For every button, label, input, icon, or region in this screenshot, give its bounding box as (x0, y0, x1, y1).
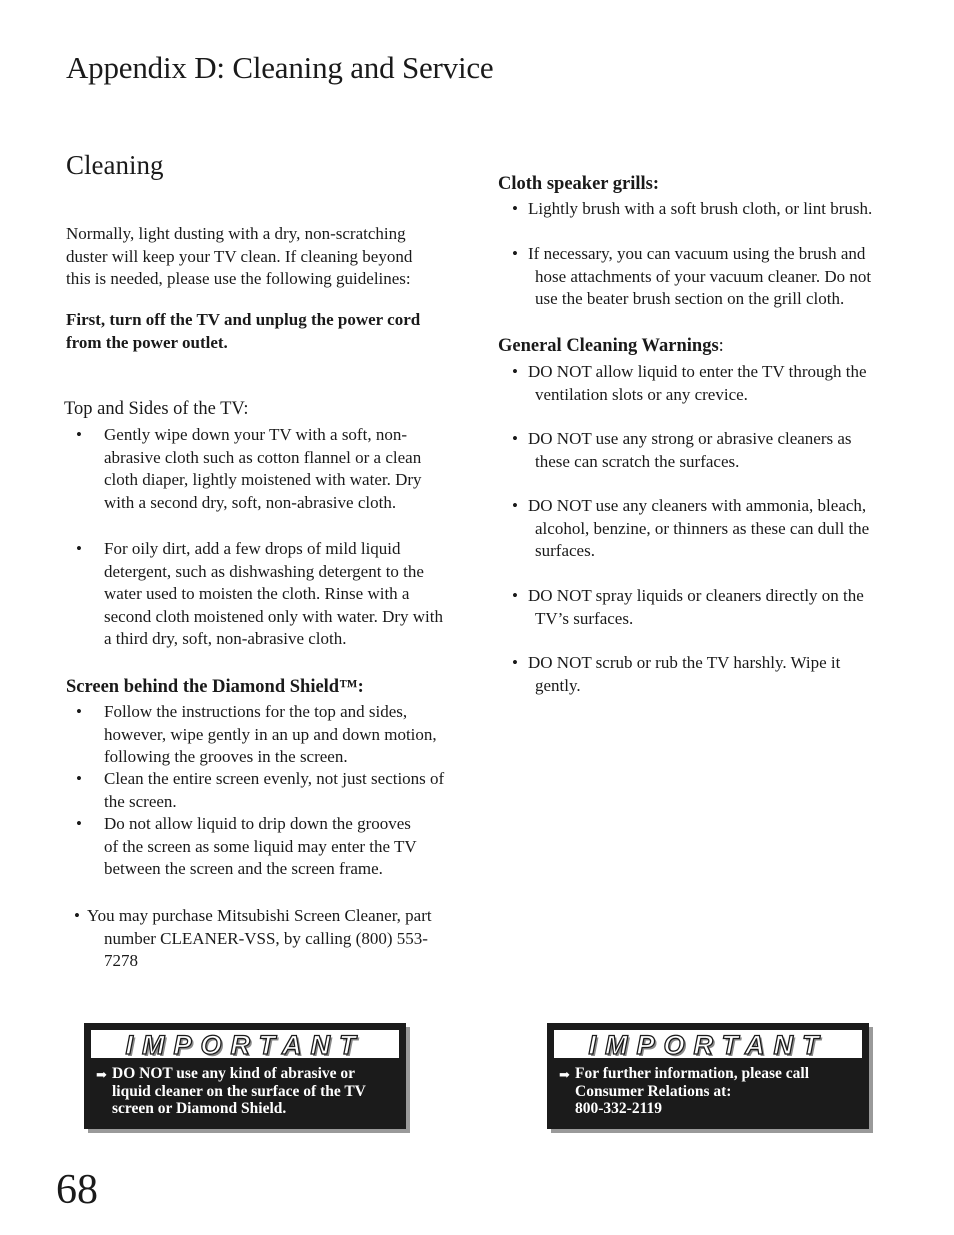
page-title: Appendix D: Cleaning and Service (66, 50, 494, 85)
important-box-consumer-relations (547, 1023, 869, 1129)
important-box-cleaner-warning (84, 1023, 406, 1129)
list-item: • Do not allow liquid to drip down the grooves of the screen as some liquid may enter the TV between the screen and the screen frame. (76, 814, 417, 878)
intro-paragraph: Normally, light dusting with a dry, non-scratching duster will keep your TV clean. If cleaning beyond this is needed, please use the following guidelines: (66, 224, 413, 288)
arrow-right-icon: ➡ (559, 1067, 570, 1082)
arrow-right-icon: ➡ (96, 1067, 107, 1082)
important-text: ➡ DO NOT use any kind of abrasive or liquid cleaner on the surface of the TV screen or Diamond Shield. (96, 1065, 366, 1117)
list-item: • Clean the entire screen evenly, not just sections of the screen. (76, 769, 445, 811)
page-number: 68 (56, 1167, 98, 1213)
list-item: • For oily dirt, add a few drops of mild liquid detergent, such as dishwashing detergent to the water used to moisten the cloth. Rinse with a second cloth moistened only with water. Dry with a third dry, soft, non-abrasive cloth. (76, 539, 443, 648)
warnings-heading: General Cleaning Warnings: (498, 336, 724, 356)
list-item: • DO NOT allow liquid to enter the TV through the ventilation slots or any crevice. (512, 362, 867, 404)
list-item: • Lightly brush with a soft brush cloth, or lint brush. (512, 199, 873, 218)
section-title-cleaning: Cleaning (66, 150, 164, 180)
list-item: • DO NOT use any cleaners with ammonia, bleach, alcohol, benzine, or thinners as these can dull the surfaces. (512, 496, 870, 560)
important-label: IMPORTANT (90, 1029, 400, 1059)
speaker-heading: Cloth speaker grills: (498, 174, 660, 194)
top-sides-heading: Top and Sides of the TV: (64, 399, 249, 419)
list-item: • Follow the instructions for the top and sides, however, wipe gently in an up and down motion, following the grooves in the screen. (76, 702, 437, 766)
list-item: • DO NOT scrub or rub the TV harshly. Wipe it gently. (512, 653, 841, 695)
important-text: ➡ For further information, please call Consumer Relations at: 800-332-2119 (559, 1065, 810, 1117)
purchase-note: • You may purchase Mitsubishi Screen Cleaner, part number CLEANER-VSS, by calling (800) 553- 7278 (74, 906, 432, 970)
first-step-note: First, turn off the TV and unplug the power cord from the power outlet. (66, 310, 421, 352)
list-item: • Gently wipe down your TV with a soft, non- abrasive cloth such as cotton flannel or a clean cloth diaper, lightly moistened with water. Dry with a second dry, soft, non-abrasive cloth. (76, 425, 422, 512)
list-item: • DO NOT use any strong or abrasive cleaners as these can scratch the surfaces. (512, 429, 852, 471)
important-label: IMPORTANT (553, 1029, 863, 1059)
list-item: • DO NOT spray liquids or cleaners directly on the TV’s surfaces. (512, 586, 864, 628)
screen-heading: Screen behind the Diamond Shield™: (66, 677, 364, 697)
list-item: • If necessary, you can vacuum using the brush and hose attachments of your vacuum cleaner. Do not use the beater brush section on the grill cloth. (512, 244, 872, 308)
